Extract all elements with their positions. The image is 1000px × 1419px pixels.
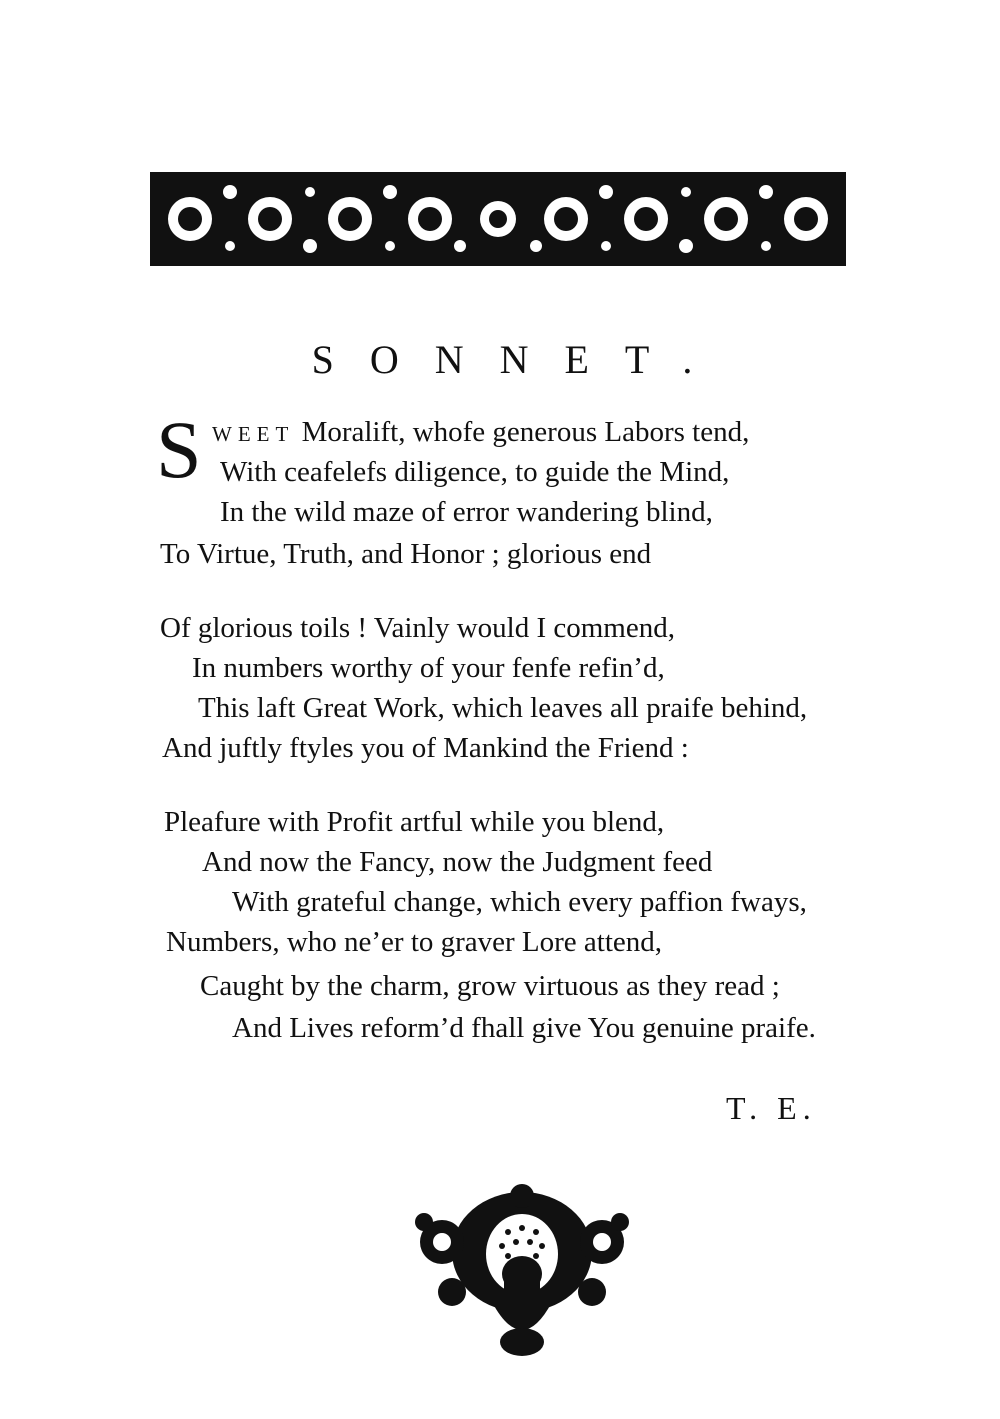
- headpiece-ornament: [150, 172, 846, 266]
- author-signature: T. E.: [726, 1090, 817, 1126]
- poem-line: Numbers, who ne’er to graver Lore attend,: [166, 926, 663, 958]
- poem-line: [212, 414, 749, 452]
- poem-line: And juftly ftyles you of Mankind the Friend :: [162, 732, 689, 764]
- poem-title: SONNET.: [311, 337, 729, 382]
- poem-line: And Lives reform’d fhall give You genuine praife.: [232, 1012, 816, 1044]
- poem-line: To Virtue, Truth, and Honor ; glorious end: [160, 538, 652, 570]
- drop-cap: S: [156, 404, 202, 495]
- line-text: Moralift, whofe generous Labors tend,: [294, 416, 750, 448]
- poem-line: And now the Fancy, now the Judgment feed: [202, 846, 713, 878]
- tailpiece-ornament: [412, 1182, 632, 1358]
- poem-line: Of glorious toils ! Vainly would I commend,: [160, 612, 675, 644]
- poem-line: In the wild maze of error wandering blind,: [220, 496, 713, 528]
- poem-line: Caught by the charm, grow virtuous as they read ;: [200, 970, 780, 1002]
- poem-line: With grateful change, which every paffion fways,: [232, 886, 807, 918]
- poem-line: With ceafelefs diligence, to guide the Mind,: [220, 456, 730, 488]
- line-lead-smallcaps: WEET: [212, 422, 295, 446]
- poem-line: This laft Great Work, which leaves all praife behind,: [198, 692, 808, 724]
- poem-line: In numbers worthy of your fenfe refin’d,: [192, 652, 665, 684]
- poem-line: Pleafure with Profit artful while you blend,: [164, 806, 665, 838]
